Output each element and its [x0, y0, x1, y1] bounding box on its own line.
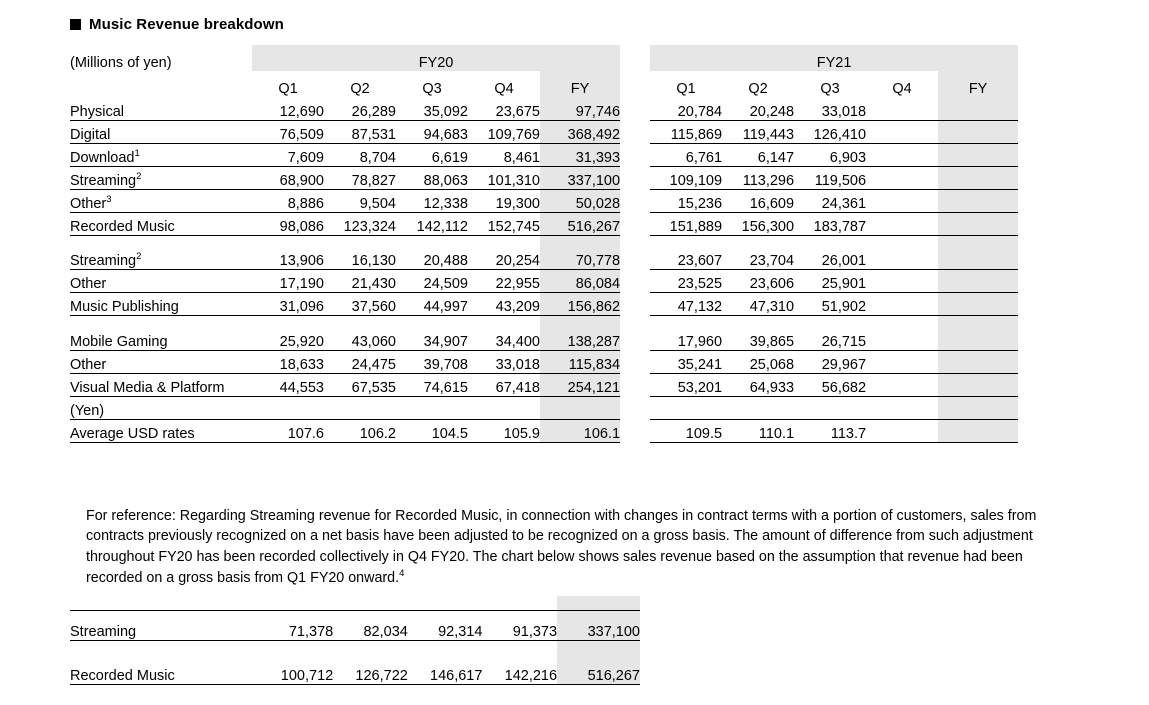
spacer-cell [794, 316, 866, 328]
fy21-q3-cell: 26,001 [794, 247, 866, 270]
spacer-cell [259, 596, 334, 610]
fy20-q2-cell: 67,535 [324, 373, 396, 396]
fy21-fy-cell [938, 97, 1018, 120]
fy21-q1-cell: 53,201 [650, 373, 722, 396]
header-fy21-fy: FY [938, 71, 1018, 97]
fy21-fy-cell [938, 247, 1018, 270]
gross-basis-value-cell: 71,378 [259, 610, 334, 640]
fy21-fy-cell [938, 396, 1018, 419]
fy20-fy-cell: 86,084 [540, 270, 620, 293]
spacer-cell [396, 316, 468, 328]
gross-basis-table-body [70, 596, 640, 684]
spacer-cell [866, 235, 938, 247]
spacer-cell [540, 316, 620, 328]
gross-basis-row-label: Recorded Music [70, 654, 259, 684]
fy21-q2-cell: 6,147 [722, 143, 794, 166]
fy20-q3-cell [396, 396, 468, 419]
fy21-q3-cell: 56,682 [794, 373, 866, 396]
page-title-text: Music Revenue breakdown [89, 16, 284, 33]
fy21-q2-cell: 156,300 [722, 212, 794, 235]
gross-basis-value-cell: 100,712 [259, 654, 334, 684]
table-row [70, 327, 1018, 350]
fy21-q1-cell: 20,784 [650, 97, 722, 120]
row-gap [620, 247, 650, 270]
fy20-q1-cell: 76,509 [252, 120, 324, 143]
fy20-q3-cell: 74,615 [396, 373, 468, 396]
row-gap [620, 212, 650, 235]
fy20-q4-cell: 109,769 [468, 120, 540, 143]
footnote-marker: 2 [136, 170, 142, 182]
footnote-marker: 1 [134, 147, 140, 159]
fy21-q1-cell: 6,761 [650, 143, 722, 166]
fy20-q3-cell: 12,338 [396, 189, 468, 212]
spacer-cell [468, 235, 540, 247]
fy20-fy-cell: 156,862 [540, 293, 620, 316]
fy20-q2-cell: 43,060 [324, 327, 396, 350]
gross-basis-table [70, 596, 640, 685]
fy21-q3-cell: 25,901 [794, 270, 866, 293]
fy21-q1-cell: 35,241 [650, 350, 722, 373]
fy20-fy-cell [540, 396, 620, 419]
row-label: (Yen) [70, 396, 252, 419]
spacer-cell [324, 235, 396, 247]
fy21-q3-cell: 33,018 [794, 97, 866, 120]
fy21-q1-cell: 109,109 [650, 166, 722, 189]
fy20-fy-cell: 516,267 [540, 212, 620, 235]
fy20-q2-cell [324, 396, 396, 419]
row-label: Other [70, 270, 252, 293]
header-spacer [70, 71, 252, 97]
fy20-q1-cell: 7,609 [252, 143, 324, 166]
row-label: Recorded Music [70, 212, 252, 235]
row-gap [620, 350, 650, 373]
fy21-q1-cell: 23,525 [650, 270, 722, 293]
fy20-q4-cell: 23,675 [468, 97, 540, 120]
header-group-fy20: FY20 [252, 45, 620, 71]
spacer-cell [396, 235, 468, 247]
fy20-q2-cell: 24,475 [324, 350, 396, 373]
fy21-q3-cell: 126,410 [794, 120, 866, 143]
gross-basis-spacer [70, 640, 640, 654]
header-fy21-q1: Q1 [676, 81, 696, 97]
page-title [70, 16, 1149, 33]
units-label: (Millions of yen) [70, 55, 172, 71]
fy20-q1-cell: 98,086 [252, 212, 324, 235]
fy21-q1-cell: 109.5 [650, 419, 722, 442]
fy20-q4-cell: 20,254 [468, 247, 540, 270]
fy20-q4-cell: 152,745 [468, 212, 540, 235]
fy20-q4-cell: 105.9 [468, 419, 540, 442]
table-header-quarter-row [70, 71, 1018, 97]
fy20-q3-cell: 35,092 [396, 97, 468, 120]
spacer-cell [938, 235, 1018, 247]
fy20-q2-cell: 9,504 [324, 189, 396, 212]
fy21-q4-cell [866, 419, 938, 442]
fy20-fy-cell: 138,287 [540, 327, 620, 350]
spacer-cell [557, 596, 640, 610]
fy21-fy-cell [938, 419, 1018, 442]
fy20-fy-cell: 254,121 [540, 373, 620, 396]
spacer-cell [333, 596, 408, 610]
fy21-q3-cell: 51,902 [794, 293, 866, 316]
row-label: Download$^1$ [70, 143, 252, 166]
gross-basis-value-cell: 92,314 [408, 610, 483, 640]
table-row [70, 143, 1018, 166]
spacer-cell [540, 235, 620, 247]
fy21-q1-cell: 23,607 [650, 247, 722, 270]
spacer-cell [722, 235, 794, 247]
spacer-cell [70, 316, 252, 328]
fy21-fy-cell [938, 293, 1018, 316]
fy20-fy-cell: 31,393 [540, 143, 620, 166]
spacer-cell [938, 316, 1018, 328]
fy21-q2-cell: 16,609 [722, 189, 794, 212]
fy20-q3-cell: 6,619 [396, 143, 468, 166]
reference-note [86, 506, 1078, 588]
row-gap [620, 166, 650, 189]
row-gap [620, 143, 650, 166]
header-fy20-q2: Q2 [350, 81, 370, 97]
row-label: Streaming$^2$ [70, 166, 252, 189]
fy20-q1-cell [252, 396, 324, 419]
fy21-q1-cell: 15,236 [650, 189, 722, 212]
row-label: Visual Media & Platform [70, 373, 252, 396]
square-bullet-icon [70, 19, 81, 30]
reference-note-footnote-marker: 4 [399, 567, 405, 579]
fy21-q2-cell: 113,296 [722, 166, 794, 189]
fy20-q3-cell: 44,997 [396, 293, 468, 316]
fy21-q4-cell [866, 350, 938, 373]
header-fy21-q2: Q2 [748, 81, 768, 97]
footnote-marker: 3 [106, 193, 112, 205]
fy21-q1-cell: 17,960 [650, 327, 722, 350]
fy20-q2-cell: 21,430 [324, 270, 396, 293]
spacer-cell [252, 235, 324, 247]
header-fy21-q4: Q4 [892, 81, 912, 97]
fy21-q2-cell [722, 396, 794, 419]
header-fy20-q3: Q3 [422, 81, 442, 97]
gross-basis-value-cell: 91,373 [482, 610, 557, 640]
fy21-q2-cell: 23,704 [722, 247, 794, 270]
fy21-q2-cell: 119,443 [722, 120, 794, 143]
fy21-q2-cell: 20,248 [722, 97, 794, 120]
fy20-fy-cell: 106.1 [540, 419, 620, 442]
gross-basis-value-cell: 82,034 [333, 610, 408, 640]
spacer-cell [70, 640, 259, 654]
row-gap [620, 97, 650, 120]
fy21-q1-cell [650, 396, 722, 419]
fy21-q4-cell [866, 212, 938, 235]
row-label: Other$^3$ [70, 189, 252, 212]
spacer-cell [482, 596, 557, 610]
footnote-marker: 2 [136, 251, 142, 263]
fy21-q4-cell [866, 247, 938, 270]
row-label: Streaming$^2$ [70, 247, 252, 270]
fy20-q4-cell: 34,400 [468, 327, 540, 350]
row-gap [620, 120, 650, 143]
table-row [70, 247, 1018, 270]
table-row [70, 373, 1018, 396]
fy20-fy-cell: 50,028 [540, 189, 620, 212]
spacer-cell [259, 640, 334, 654]
fy21-q4-cell [866, 97, 938, 120]
fy21-fy-cell [938, 327, 1018, 350]
spacer-cell [557, 640, 640, 654]
fy20-q1-cell: 44,553 [252, 373, 324, 396]
spacer-cell [722, 316, 794, 328]
spacer-cell [333, 640, 408, 654]
spacer-cell [252, 316, 324, 328]
gross-basis-row [70, 610, 640, 640]
header-gap [620, 45, 650, 71]
table-row [70, 419, 1018, 442]
fy21-fy-cell [938, 270, 1018, 293]
fy21-q2-cell: 64,933 [722, 373, 794, 396]
fy20-q3-cell: 88,063 [396, 166, 468, 189]
spacer-cell [794, 235, 866, 247]
gross-basis-row-label: Streaming [70, 610, 259, 640]
row-gap [620, 189, 650, 212]
fy21-q4-cell [866, 270, 938, 293]
fy20-q3-cell: 94,683 [396, 120, 468, 143]
spacer-cell [408, 596, 483, 610]
fy21-q2-cell: 47,310 [722, 293, 794, 316]
row-label: Other [70, 350, 252, 373]
table-spacer-row [70, 316, 1018, 328]
table-row [70, 189, 1018, 212]
fy20-q2-cell: 26,289 [324, 97, 396, 120]
fy20-q1-cell: 12,690 [252, 97, 324, 120]
fy21-q1-cell: 151,889 [650, 212, 722, 235]
table-row [70, 270, 1018, 293]
table-header-group-row [70, 45, 1018, 71]
fy20-q2-cell: 78,827 [324, 166, 396, 189]
fy20-fy-cell: 115,834 [540, 350, 620, 373]
fy20-q1-cell: 31,096 [252, 293, 324, 316]
row-label: Average USD rates [70, 419, 252, 442]
fy20-q2-cell: 106.2 [324, 419, 396, 442]
fy21-q4-cell [866, 327, 938, 350]
fy21-fy-cell [938, 350, 1018, 373]
fy20-q4-cell: 22,955 [468, 270, 540, 293]
fy21-q1-cell: 115,869 [650, 120, 722, 143]
fy21-q4-cell [866, 143, 938, 166]
table-body [70, 45, 1018, 442]
fy20-q1-cell: 107.6 [252, 419, 324, 442]
spacer-cell [620, 235, 650, 247]
row-gap [620, 419, 650, 442]
fy21-fy-cell [938, 166, 1018, 189]
fy21-q4-cell [866, 189, 938, 212]
header-fy20-q1: Q1 [278, 81, 298, 97]
fy20-q2-cell: 87,531 [324, 120, 396, 143]
fy21-q3-cell: 113.7 [794, 419, 866, 442]
fy20-q1-cell: 68,900 [252, 166, 324, 189]
fy21-q1-cell: 47,132 [650, 293, 722, 316]
spacer-cell [482, 640, 557, 654]
fy21-q2-cell: 23,606 [722, 270, 794, 293]
fy20-q1-cell: 18,633 [252, 350, 324, 373]
fy20-fy-cell: 337,100 [540, 166, 620, 189]
spacer-cell [650, 316, 722, 328]
fy21-q4-cell [866, 373, 938, 396]
fy21-q3-cell: 183,787 [794, 212, 866, 235]
gross-basis-value-cell: 516,267 [557, 654, 640, 684]
fy20-q3-cell: 20,488 [396, 247, 468, 270]
table-row [70, 293, 1018, 316]
fy20-q3-cell: 142,112 [396, 212, 468, 235]
fy21-q3-cell: 6,903 [794, 143, 866, 166]
gross-basis-value-cell: 142,216 [482, 654, 557, 684]
fy21-q3-cell [794, 396, 866, 419]
fy20-q3-cell: 34,907 [396, 327, 468, 350]
row-label: Physical [70, 97, 252, 120]
gross-basis-top-spacer [70, 596, 640, 610]
fy21-q4-cell [866, 293, 938, 316]
header-gap [620, 71, 650, 97]
fy20-q1-cell: 13,906 [252, 247, 324, 270]
fy20-q2-cell: 16,130 [324, 247, 396, 270]
fy20-q4-cell: 101,310 [468, 166, 540, 189]
fy21-q3-cell: 119,506 [794, 166, 866, 189]
row-gap [620, 293, 650, 316]
table-row [70, 120, 1018, 143]
header-fy20-fy: FY [540, 71, 620, 97]
fy20-q2-cell: 8,704 [324, 143, 396, 166]
fy21-q4-cell [866, 120, 938, 143]
fy21-q2-cell: 25,068 [722, 350, 794, 373]
spacer-cell [620, 316, 650, 328]
table-row [70, 212, 1018, 235]
fy21-fy-cell [938, 120, 1018, 143]
fy21-q3-cell: 29,967 [794, 350, 866, 373]
fy20-q4-cell: 19,300 [468, 189, 540, 212]
reference-note-text: For reference: Regarding Streaming revenue for Recorded Music, in connection with changes in contract terms with a portion of customers, sales from contracts previously recognized on a net basis have been adjusted to be recognized on a gross basis. The amount of difference from such adjustment throughout FY20 has been recorded collectively in Q4 FY20. The chart below shows sales revenue based on the assumption that revenue had been recorded on a gross basis from Q1 FY20 onward. [86, 508, 1037, 586]
fy21-q3-cell: 26,715 [794, 327, 866, 350]
row-label: Music Publishing [70, 293, 252, 316]
spacer-cell [866, 316, 938, 328]
header-fy21-q3: Q3 [820, 81, 840, 97]
spacer-cell [468, 316, 540, 328]
row-gap [620, 327, 650, 350]
table-row [70, 97, 1018, 120]
fy20-fy-cell: 70,778 [540, 247, 620, 270]
fy20-fy-cell: 97,746 [540, 97, 620, 120]
fy21-fy-cell [938, 143, 1018, 166]
fy20-q4-cell: 67,418 [468, 373, 540, 396]
row-gap [620, 396, 650, 419]
row-label: Digital [70, 120, 252, 143]
spacer-cell [650, 235, 722, 247]
table-row [70, 396, 1018, 419]
fy20-q1-cell: 17,190 [252, 270, 324, 293]
gross-basis-value-cell: 146,617 [408, 654, 483, 684]
fy21-fy-cell [938, 212, 1018, 235]
header-fy20-q4: Q4 [494, 81, 514, 97]
fy20-q1-cell: 8,886 [252, 189, 324, 212]
fy20-q4-cell: 8,461 [468, 143, 540, 166]
fy20-q1-cell: 25,920 [252, 327, 324, 350]
spacer-cell [70, 596, 259, 610]
fy20-q3-cell: 104.5 [396, 419, 468, 442]
spacer-cell [70, 235, 252, 247]
document-page [0, 16, 1149, 705]
table-row [70, 350, 1018, 373]
fy21-q2-cell: 39,865 [722, 327, 794, 350]
spacer-cell [324, 316, 396, 328]
fy21-q2-cell: 110.1 [722, 419, 794, 442]
fy20-q2-cell: 37,560 [324, 293, 396, 316]
fy20-q3-cell: 24,509 [396, 270, 468, 293]
fy20-q4-cell: 33,018 [468, 350, 540, 373]
gross-basis-row [70, 654, 640, 684]
fy20-q4-cell: 43,209 [468, 293, 540, 316]
fy21-fy-cell [938, 189, 1018, 212]
music-revenue-table [70, 45, 1018, 443]
row-gap [620, 270, 650, 293]
fy21-q4-cell [866, 166, 938, 189]
fy21-q4-cell [866, 396, 938, 419]
table-spacer-row [70, 235, 1018, 247]
gross-basis-value-cell: 126,722 [333, 654, 408, 684]
fy21-q3-cell: 24,361 [794, 189, 866, 212]
fy20-q3-cell: 39,708 [396, 350, 468, 373]
fy20-q2-cell: 123,324 [324, 212, 396, 235]
row-label: Mobile Gaming [70, 327, 252, 350]
fy20-fy-cell: 368,492 [540, 120, 620, 143]
gross-basis-value-cell: 337,100 [557, 610, 640, 640]
fy21-fy-cell [938, 373, 1018, 396]
fy20-q4-cell [468, 396, 540, 419]
spacer-cell [408, 640, 483, 654]
table-row [70, 166, 1018, 189]
row-gap [620, 373, 650, 396]
header-group-fy21: FY21 [650, 45, 1018, 71]
